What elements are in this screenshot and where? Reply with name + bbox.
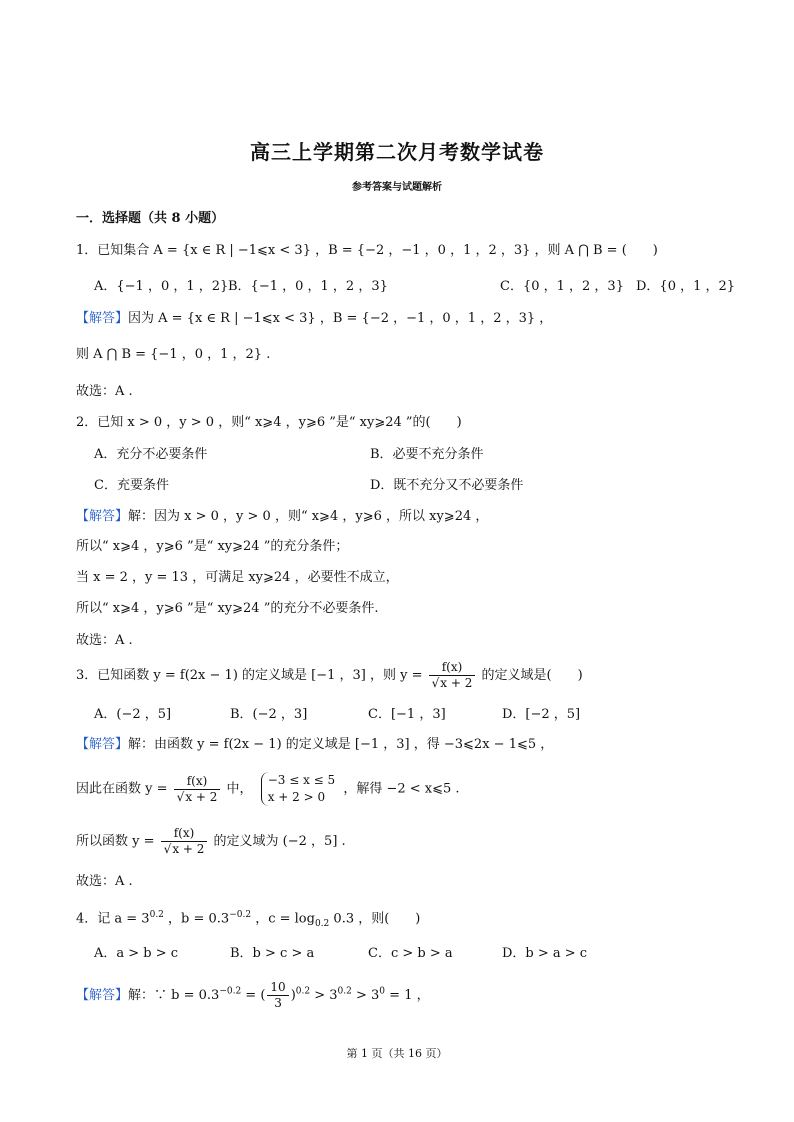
q3-choice: 故选：A .	[76, 874, 133, 889]
q3-option-d: D．[−2 ，5]	[502, 707, 581, 722]
q3-solution-line-1: 【解答】解：由函数 y = f(2x − 1) 的定义域是 [−1 ，3] ，得 −3⩽2x − 1⩽5 ，	[76, 737, 554, 752]
q3-solution-line-3: 所以函数 y = $\frac{f(x)}{√x + 2}$ 的定义域为 (−2 ，5] .	[76, 826, 346, 856]
q4-stem: 4．记 $a = 3^{0.2}$ ，$b = 0.3^{-0.2}$ ，$c = \log_{0.2} 0.3$ ，则( )	[76, 910, 421, 929]
q1-option-a: A．{−1 ，0 ，1 ，2}	[94, 279, 229, 294]
q2-solution-line-4: 所以“ x⩾4 ，y⩾6 ”是“ xy⩾24 ”的充分不必要条件.	[76, 601, 379, 616]
q1-stem: 1．已知集合 A = {x ∈ R | −1⩽x < 3} ，B = {−2 ，−1 ，0 ，1 ，2 ，3} ，则 A ⋂ B = ( )	[76, 243, 658, 258]
q4-solution-line-1: 【解答】解：∵ $b = 0.3^{-0.2}$ = ( $\frac{10}{3}$ )$^{0.2} > 3^{0.2} > 3^0 = 1$ ，	[76, 980, 430, 1010]
section-heading: 一．选择题（共 8 小题）	[76, 211, 225, 226]
answer-tag: 【解答】	[76, 509, 129, 524]
q3-option-c: C．[−1 ，3]	[368, 707, 446, 722]
q2-stem: 2．已知 x > 0 ，y > 0 ，则“ x⩾4 ，y⩾6 ”是“ xy⩾24 ”的( )	[76, 415, 462, 430]
q3-solution-line-2: 因此在函数 y = $\frac{f(x)}{√x + 2}$ 中， −3 ≤ x ≤ 5 x + 2 > 0 ，解得 −2 < x⩽5 .	[76, 773, 460, 804]
q2-solution-line-1: 【解答】解：因为 x > 0 ，y > 0 ，则“ x⩾4 ，y⩾6 ，所以 xy⩾24 ，	[76, 509, 489, 524]
answer-tag: 【解答】	[76, 988, 129, 1003]
q2-option-d: D．既不充分又不必要条件	[370, 478, 524, 493]
fraction-fx-over-sqrt: $\frac{f(x)}{√x + 2}$	[161, 826, 208, 857]
q1-option-c: C．{0 ，1 ，2 ，3}	[500, 279, 624, 294]
answer-tag: 【解答】	[76, 737, 129, 752]
q2-solution-line-2: 所以“ x⩾4 ，y⩾6 ”是“ xy⩾24 ”的充分条件；	[76, 539, 349, 554]
q2-option-b: B．必要不充分条件	[370, 447, 484, 462]
q1-solution-line-2: 则 A ⋂ B = {−1 ，0 ，1 ，2} .	[76, 347, 271, 362]
answer-tag: 【解答】	[76, 311, 129, 326]
page-subtitle: 参考答案与试题解析	[352, 182, 442, 193]
q2-option-a: A．充分不必要条件	[94, 447, 208, 462]
fraction-fx-over-sqrt: $\frac{f(x)}{√x + 2}$	[429, 660, 476, 691]
q1-choice: 故选：A .	[76, 384, 133, 399]
q1-option-d: D．{0 ，1 ，2}	[636, 279, 736, 294]
q4-option-c: C．c > b > a	[368, 946, 453, 961]
q3-option-b: B．(−2 ，3]	[230, 707, 308, 722]
q4-option-a: A．a > b > c	[94, 946, 179, 961]
q4-option-d: D．b > a > c	[502, 946, 588, 961]
page-footer: 第 1 页（共 16 页）	[346, 1047, 448, 1060]
fraction-fx-over-sqrt: $\frac{f(x)}{√x + 2}$	[174, 774, 221, 805]
q3-option-a: A．(−2 ，5]	[94, 707, 172, 722]
fraction-ten-thirds: $\frac{10}{3}$	[267, 980, 288, 1011]
q1-option-b: B．{−1 ，0 ，1 ，2 ，3}	[228, 279, 388, 294]
q1-solution-line-1: 【解答】因为 A = {x ∈ R | −1⩽x < 3} ，B = {−2 ，−1 ，0 ，1 ，2 ，3} ，	[76, 311, 553, 326]
q3-stem: 3．已知函数 y = f(2x − 1) 的定义域是 [−1 ，3] ，则 y = $\frac{f(x)}{√x + 2}$ 的定义域是( )	[76, 660, 583, 690]
q2-choice: 故选：A .	[76, 633, 133, 648]
inequality-system: −3 ≤ x ≤ 5 x + 2 > 0	[261, 772, 335, 806]
q2-solution-line-3: 当 x = 2 ，y = 13 ，可满足 xy⩾24 ，必要性不成立，	[76, 570, 399, 585]
page-title: 高三上学期第二次月考数学试卷	[250, 140, 544, 164]
q2-option-c: C．充要条件	[94, 478, 169, 493]
q4-option-b: B．b > c > a	[230, 946, 315, 961]
